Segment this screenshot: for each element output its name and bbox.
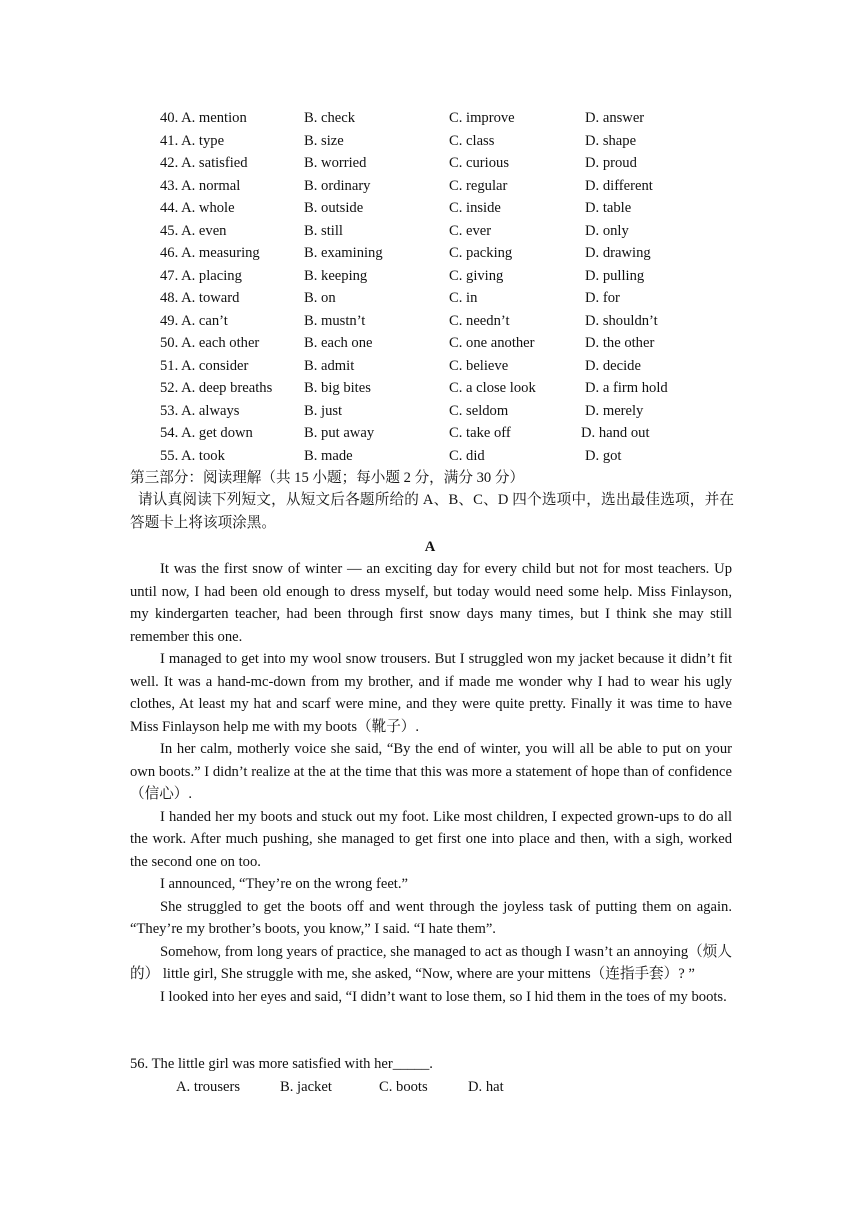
options-row-53 [0, 400, 860, 423]
option-b: B. made [304, 447, 353, 464]
option-c: C. class [449, 132, 495, 149]
option-c: C. did [449, 447, 485, 464]
reading-passage [130, 558, 732, 1008]
option-d: D. answer [585, 110, 645, 126]
cloze-options-list [0, 107, 860, 467]
option-b: B. worried [304, 155, 367, 171]
passage-label: A [424, 539, 436, 555]
option-c: C. one another [449, 335, 535, 351]
options-row-48 [0, 287, 860, 310]
option-d: D. shouldn’t [585, 312, 658, 329]
option-c: C. inside [449, 200, 501, 216]
option-d: D. got [585, 447, 622, 464]
option-c: C. regular [449, 177, 508, 194]
passage-paragraph: It was the first snow of winter — an exciting day for every child but not for most teachers. Up until now, I had been old enough to dress myself, but today would need some help. Miss Finlayson, my kindergarten teacher, had been through first snow days many times, but I think she may still remember this one. [130, 561, 732, 645]
option-d: D. for [585, 290, 620, 306]
option-d: D. different [585, 177, 653, 194]
options-row-51 [0, 355, 860, 378]
option-b: B. big bites [304, 380, 371, 396]
option-b: B. put away [304, 425, 375, 441]
option-b: B. on [304, 290, 336, 306]
section-instructions: 请认真阅读下列短文，从短文后各题所给的 A、B、C、D 四个选项中，选出最佳选项，并在答题卡上将该项涂黑。 [130, 492, 734, 531]
passage-paragraph: I looked into her eyes and said, “I didn’t want to lose them, so I hid them in the toes of my boots. [160, 988, 727, 1005]
options-row-44 [0, 197, 860, 220]
options-row-42 [0, 152, 860, 175]
option-c: C. believe [449, 357, 509, 374]
passage-paragraph: I announced, “They’re on the wrong feet.” [160, 876, 408, 892]
option-b: B. each one [304, 335, 373, 351]
option-a: 50. A. each other [160, 335, 260, 351]
options-row-41 [0, 130, 860, 153]
option-a: 53. A. always [160, 402, 240, 419]
option-a: 54. A. get down [160, 425, 253, 441]
option-d: D. hand out [581, 425, 650, 441]
option-a: 45. A. even [160, 222, 227, 239]
option-a: 44. A. whole [160, 200, 235, 216]
option-d: D. decide [585, 357, 641, 374]
options-row-49 [0, 310, 860, 333]
option-d: D. only [585, 222, 629, 239]
option-d: D. proud [585, 155, 637, 171]
option-a: 41. A. type [160, 132, 225, 149]
option-a: 51. A. consider [160, 357, 249, 374]
option-d: D. drawing [585, 245, 651, 261]
option-a: 52. A. deep breaths [160, 380, 273, 396]
option-a: 49. A. can’t [160, 312, 228, 329]
question-option-b: B. jacket [280, 1078, 332, 1095]
question-option-a: A. trousers [176, 1078, 241, 1095]
options-row-52 [0, 377, 860, 400]
option-c: C. needn’t [449, 312, 510, 329]
passage-paragraph: Somehow, from long years of practice, she managed to act as though I wasn’t an annoying（烦人的） little girl, She struggle with me, she asked, “Now, where are your mittens（连指手套）? ” [130, 943, 732, 982]
option-d: D. merely [585, 402, 644, 419]
option-c: C. in [449, 290, 478, 306]
options-row-45 [0, 220, 860, 243]
options-row-43 [0, 175, 860, 198]
option-d: D. a firm hold [585, 380, 668, 396]
option-c: C. improve [449, 110, 515, 126]
passage-paragraph: In her calm, motherly voice she said, “By the end of winter, you will all be able to put on your own boots.” I didn’t realize at the at the time that this was more a statement of hope than of confidence（信心）. [130, 741, 732, 802]
option-b: B. check [304, 110, 356, 126]
option-c: C. packing [449, 245, 513, 261]
option-b: B. examining [304, 245, 383, 261]
option-b: B. just [304, 402, 343, 419]
option-c: C. take off [449, 425, 511, 441]
option-b: B. still [304, 222, 343, 239]
option-b: B. mustn’t [304, 312, 366, 329]
option-d: D. shape [585, 132, 637, 149]
section-heading: 第三部分：阅读理解（共 15 小题；每小题 2 分，满分 30 分） [130, 470, 525, 486]
option-c: C. ever [449, 222, 492, 239]
option-a: 55. A. took [160, 447, 225, 464]
option-a: 46. A. measuring [160, 245, 260, 261]
option-a: 43. A. normal [160, 177, 241, 194]
passage-paragraph: I handed her my boots and stuck out my foot. Like most children, I expected grown-ups to do all the work. After much pushing, she managed to get first one into place and then, with a sigh, worked the second one on too. [130, 808, 732, 870]
option-d: D. table [585, 200, 632, 216]
question-stem: 56. The little girl was more satisfied with her_____. [130, 1056, 433, 1072]
option-a: 48. A. toward [160, 290, 240, 306]
option-b: B. ordinary [304, 177, 371, 194]
option-c: C. curious [449, 155, 509, 171]
option-a: 42. A. satisfied [160, 155, 248, 171]
options-row-47 [0, 265, 860, 288]
options-row-40 [0, 107, 860, 130]
options-row-46 [0, 242, 860, 265]
question-56 [130, 1053, 732, 1098]
option-b: B. size [304, 132, 344, 149]
options-row-54 [0, 422, 860, 445]
option-c: C. a close look [449, 380, 536, 396]
passage-paragraph: I managed to get into my wool snow trousers. But I struggled won my jacket because it didn’t fit well. It was a hand-mc-down from my brother, and if made me wonder why I had to wear his ugly clothes, At least my hat and scarf were mine, and they were quite pretty. Finally it was time to have Miss Finlayson help me with my boots（靴子）. [130, 651, 732, 735]
option-c: C. seldom [449, 402, 509, 419]
passage-paragraph: She struggled to get the boots off and went through the joyless task of putting them on again. “They’re my brother’s boots, you know,” I said. “I hate them”. [130, 898, 732, 937]
option-c: C. giving [449, 267, 504, 284]
option-d: D. the other [585, 335, 655, 351]
options-row-55 [0, 445, 860, 468]
option-b: B. keeping [304, 267, 368, 284]
question-options [130, 1076, 732, 1099]
option-a: 47. A. placing [160, 267, 242, 284]
option-b: B. outside [304, 200, 364, 216]
options-row-50 [0, 332, 860, 355]
option-a: 40. A. mention [160, 110, 247, 126]
question-option-c: C. boots [379, 1078, 428, 1095]
option-b: B. admit [304, 357, 355, 374]
option-d: D. pulling [585, 267, 645, 284]
question-option-d: D. hat [468, 1078, 504, 1095]
